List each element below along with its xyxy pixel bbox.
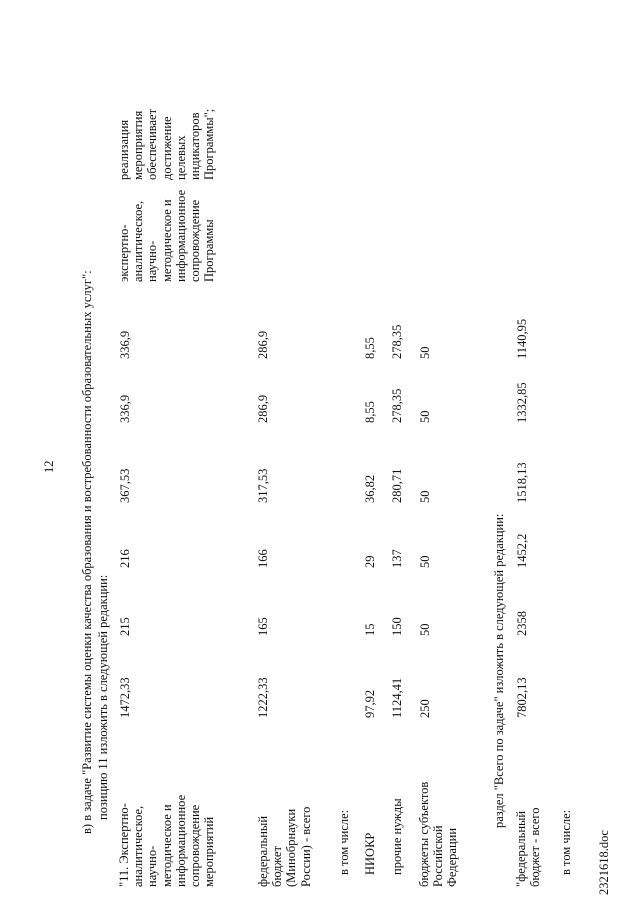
regional-budget-label: бюджеты субъектов Российской Федерации bbox=[417, 781, 460, 887]
federal-value-1: 1222,33 bbox=[256, 677, 270, 718]
intro-line-2: позицию 11 изложить в следующей редакции: bbox=[96, 574, 110, 820]
federal-value-3: 166 bbox=[256, 549, 270, 568]
row-11-value-2: 215 bbox=[118, 617, 132, 636]
federal-value-6: 286,9 bbox=[256, 330, 270, 359]
row-11-result: реализация мероприятия обеспечивает достижение целевых индикаторов Программы"; bbox=[117, 108, 217, 180]
niokr-value-4: 36,82 bbox=[363, 474, 377, 503]
row-11-value-5: 336,9 bbox=[118, 394, 132, 423]
regional-value-3: 50 bbox=[418, 555, 432, 568]
total-value-1: 7802,13 bbox=[515, 677, 529, 718]
total-federal-label: "федеральный бюджет - всего bbox=[514, 807, 543, 887]
total-value-4: 1518,13 bbox=[515, 462, 529, 503]
niokr-value-6: 8,55 bbox=[363, 337, 377, 359]
row-11-value-6: 336,9 bbox=[118, 330, 132, 359]
total-including-label: в том числе: bbox=[559, 809, 573, 875]
other-needs-value-3: 137 bbox=[390, 549, 404, 568]
total-value-2: 2358 bbox=[515, 611, 529, 636]
row-11-label: "11. Экспертно- аналитическое, научно- методическое и информационное сопровождение мероприятий bbox=[117, 794, 217, 887]
other-needs-value-4: 280,71 bbox=[390, 468, 404, 503]
page-number: 12 bbox=[42, 460, 56, 473]
federal-budget-label: федеральный бюджет (Минобрнауки России) - всего bbox=[256, 806, 313, 887]
total-value-6: 1140,95 bbox=[515, 318, 529, 359]
federal-value-4: 317,53 bbox=[256, 468, 270, 503]
other-needs-value-1: 1124,41 bbox=[390, 677, 404, 718]
intro-line-1: в) в задаче "Развитие системы оценки качества образования и востребованности образовательных услуг": bbox=[80, 270, 94, 834]
regional-value-6: 50 bbox=[418, 346, 432, 359]
niokr-value-5: 8,55 bbox=[363, 401, 377, 423]
niokr-label: НИОКР bbox=[363, 832, 377, 875]
federal-value-5: 286,9 bbox=[256, 394, 270, 423]
regional-value-2: 50 bbox=[418, 623, 432, 636]
total-value-5: 1332,85 bbox=[515, 382, 529, 423]
row-11-executor: экспертно- аналитическое, научно- методическое и информационное сопровождение Программы bbox=[117, 189, 217, 282]
regional-value-4: 50 bbox=[418, 490, 432, 503]
other-needs-value-2: 150 bbox=[390, 617, 404, 636]
including-label: в том числе: bbox=[337, 809, 351, 875]
row-11-value-3: 216 bbox=[118, 549, 132, 568]
regional-value-5: 50 bbox=[418, 410, 432, 423]
niokr-value-3: 29 bbox=[363, 555, 377, 568]
regional-value-1: 250 bbox=[418, 699, 432, 718]
other-needs-label: прочие нужды bbox=[390, 798, 404, 875]
file-name: 2321618.doc bbox=[597, 830, 611, 895]
other-needs-value-6: 278,35 bbox=[390, 324, 404, 359]
niokr-value-1: 97,92 bbox=[363, 689, 377, 718]
row-11-value-4: 367,53 bbox=[118, 468, 132, 503]
row-11-value-1: 1472,33 bbox=[118, 677, 132, 718]
other-needs-value-5: 278,35 bbox=[390, 388, 404, 423]
niokr-value-2: 15 bbox=[363, 623, 377, 636]
federal-value-2: 165 bbox=[256, 617, 270, 636]
section-total-heading: раздел "Всего по задаче" изложить в следующей редакции: bbox=[492, 513, 506, 828]
total-value-3: 1452,2 bbox=[515, 533, 529, 568]
